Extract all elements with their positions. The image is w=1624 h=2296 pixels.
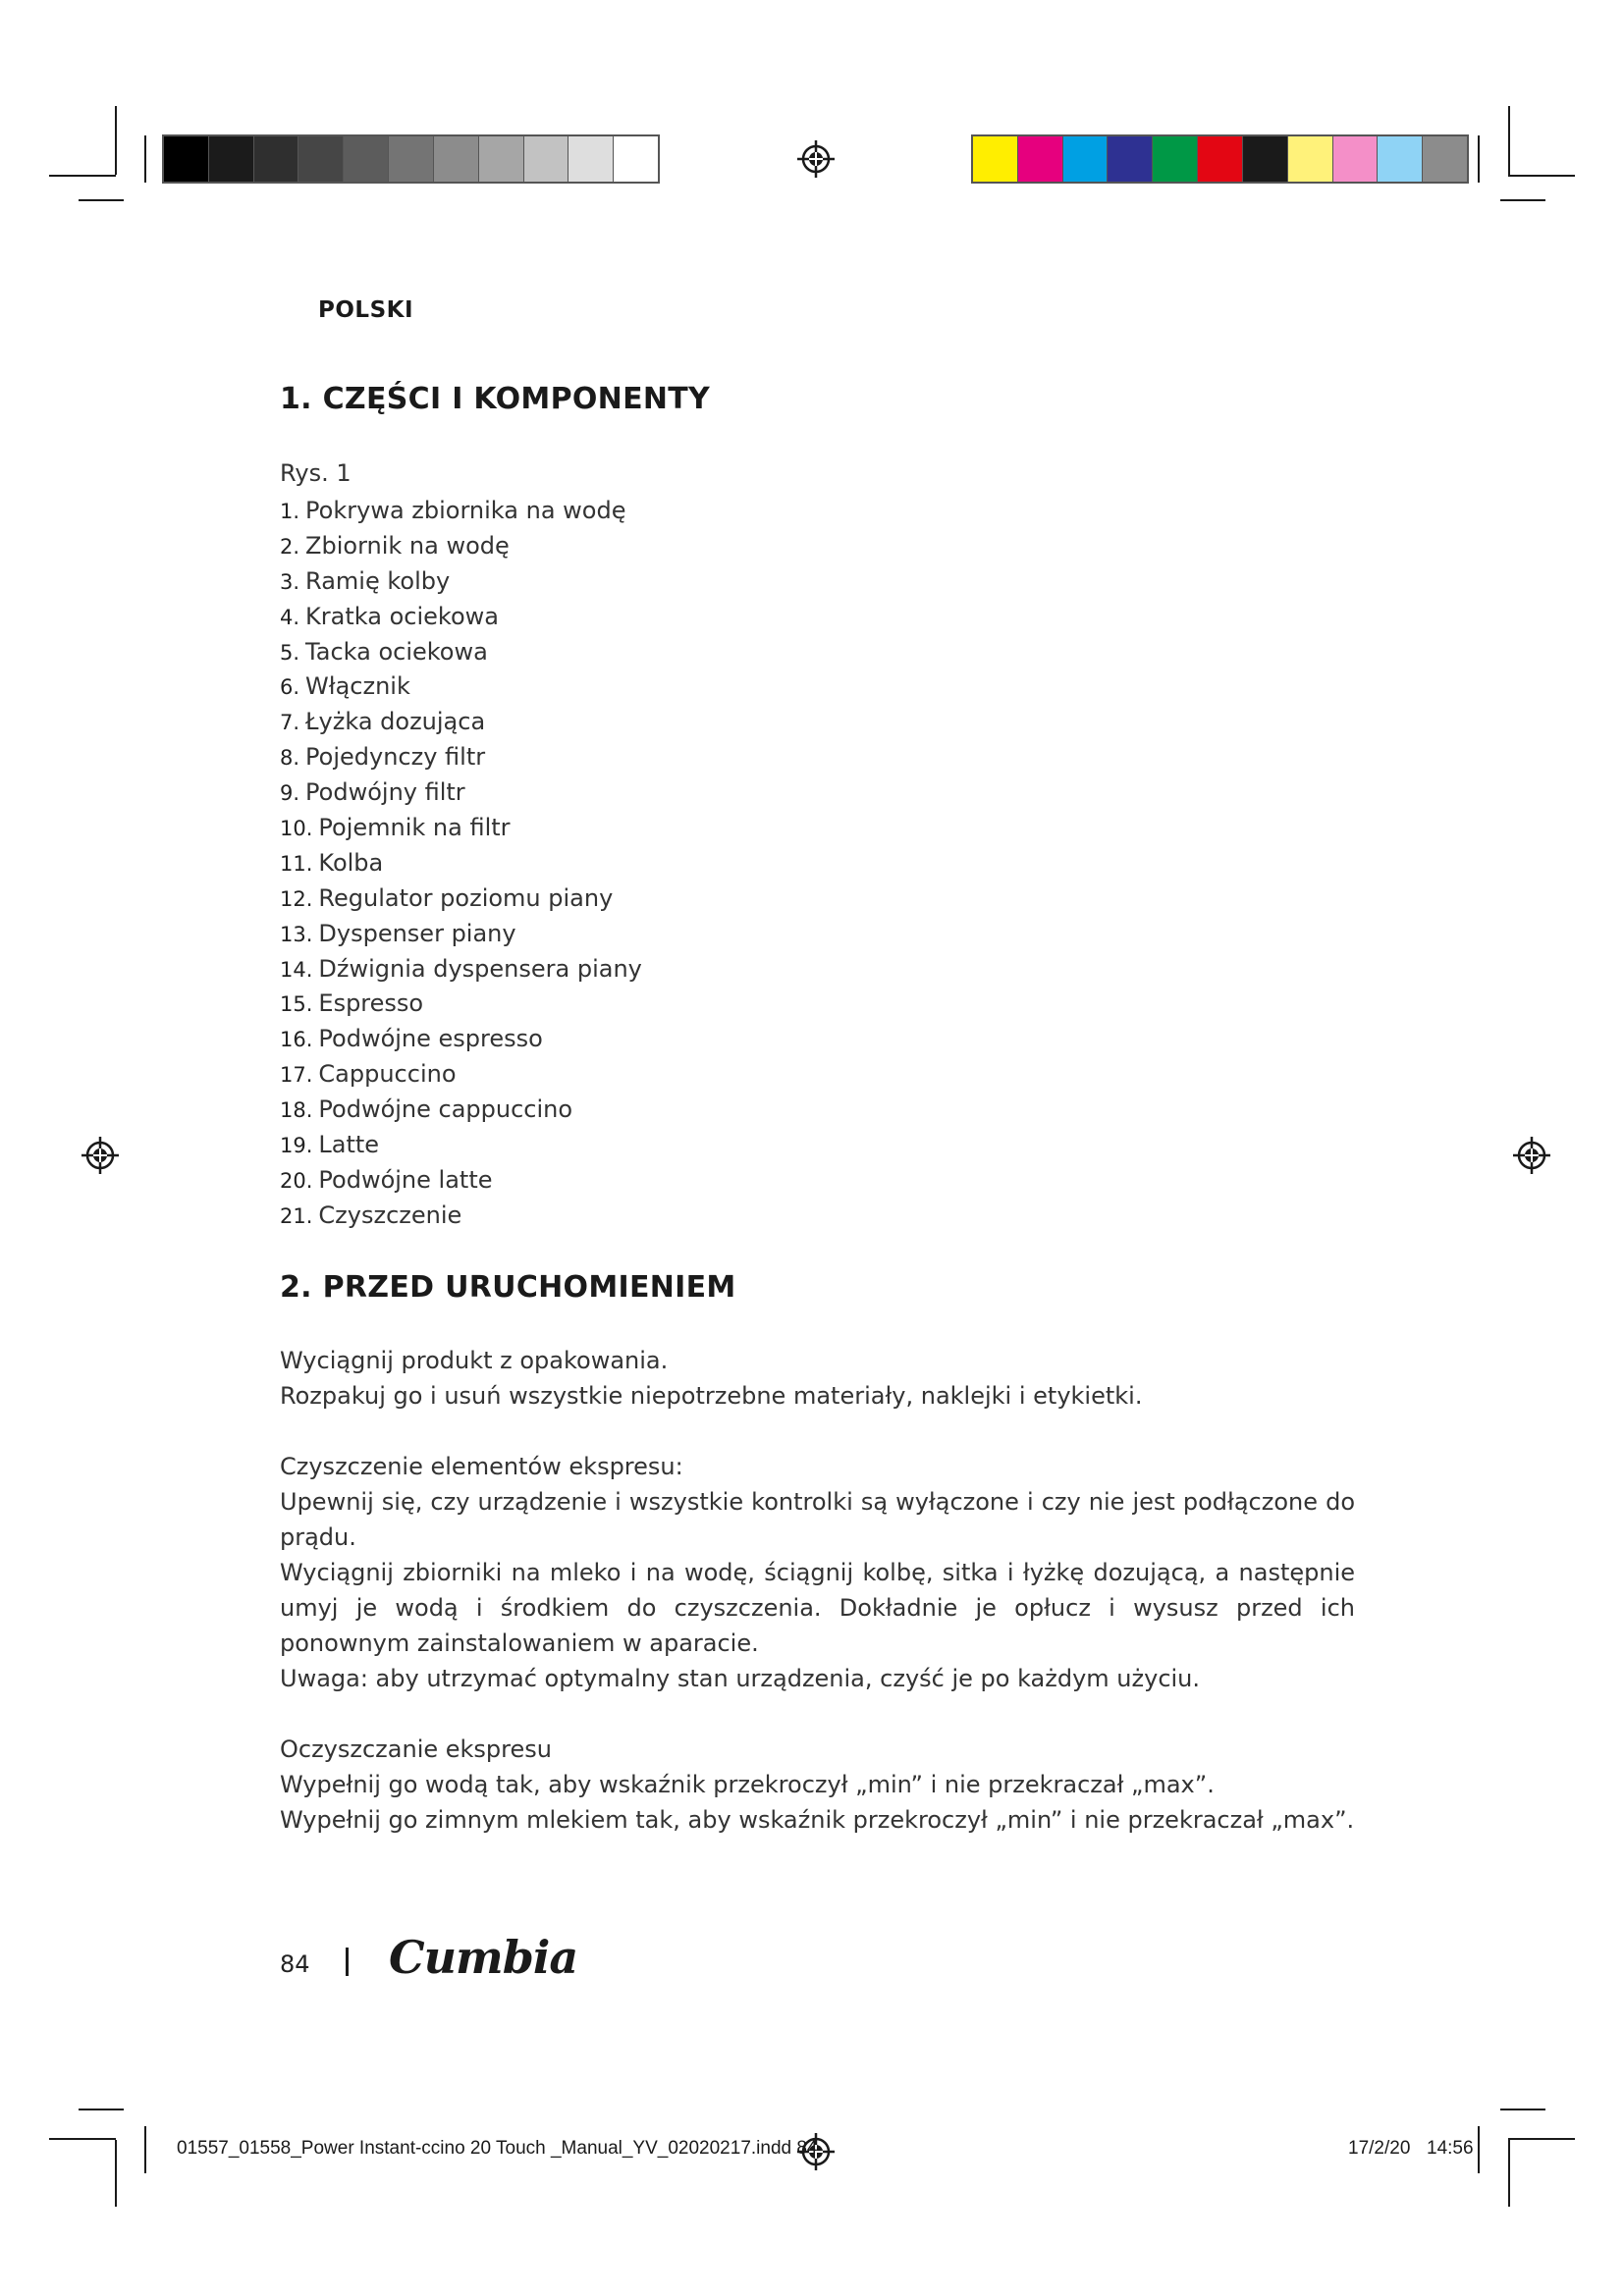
color-swatch <box>1063 136 1109 182</box>
paragraph: Rozpakuj go i usuń wszystkie niepotrzebne materiały, naklejki i etykietki. <box>280 1382 1143 1410</box>
list-item: 5. Tacka ociekowa <box>280 637 488 666</box>
registration-mark-icon <box>796 139 836 179</box>
list-item: 2. Zbiornik na wodę <box>280 531 510 560</box>
list-item: 12. Regulator poziomu piany <box>280 883 614 912</box>
color-swatch <box>1333 136 1379 182</box>
color-swatch <box>1378 136 1423 182</box>
cmyk-color-bar <box>971 134 1469 184</box>
print-slug-filename: 01557_01558_Power Instant-ccino 20 Touch _Manual_YV_02020217.indd 84 <box>177 2138 818 2159</box>
crop-mark <box>1508 106 1510 175</box>
registration-mark-icon <box>81 1136 120 1175</box>
list-item: 10. Pojemnik na filtr <box>280 814 511 842</box>
crop-mark <box>49 175 116 177</box>
list-item: 21. Czyszczenie <box>280 1201 462 1229</box>
list-item: 4. Kratka ociekowa <box>280 602 499 630</box>
color-swatch <box>1198 136 1243 182</box>
list-item: 3. Ramię kolby <box>280 566 451 595</box>
print-slug-date: 17/2/20 <box>1348 2138 1411 2159</box>
crop-mark <box>1478 135 1480 183</box>
color-swatch <box>1018 136 1063 182</box>
paragraph: Wyciągnij produkt z opakowania. <box>280 1347 669 1374</box>
color-swatch <box>1243 136 1288 182</box>
paragraph: Upewnij się, czy urządzenie i wszystkie kontrolki są wyłączone i czy nie jest podłączone do prądu. <box>280 1488 1355 1551</box>
list-item: 6. Włącznik <box>280 672 410 701</box>
crop-mark <box>1508 2140 1510 2207</box>
page-number: 84 <box>280 1950 310 1978</box>
section-body <box>280 1343 1355 1838</box>
color-swatch <box>479 136 524 182</box>
figure-label: Rys. 1 <box>280 459 352 487</box>
list-item: 1. Pokrywa zbiornika na wodę <box>280 497 626 524</box>
list-item: 19. Latte <box>280 1131 380 1159</box>
subheading: Oczyszczanie ekspresu <box>280 1735 552 1763</box>
color-swatch <box>973 136 1018 182</box>
color-swatch <box>254 136 299 182</box>
paragraph: Wypełnij go zimnym mlekiem tak, aby wskaźnik przekroczył „min” i nie przekraczał „max”. <box>280 1806 1355 1834</box>
section-heading-before-start: 2. PRZED URUCHOMIENIEM <box>280 1270 736 1305</box>
color-swatch <box>164 136 209 182</box>
parts-list <box>280 494 642 1234</box>
color-swatch <box>568 136 614 182</box>
crop-mark <box>144 2126 146 2173</box>
color-swatch <box>1153 136 1198 182</box>
crop-mark <box>115 106 117 175</box>
paragraph: Wypełnij go wodą tak, aby wskaźnik przekroczył „min” i nie przekraczał „max”. <box>280 1771 1215 1798</box>
color-swatch <box>434 136 479 182</box>
registration-mark-icon <box>1512 1136 1551 1175</box>
section-heading-parts: 1. CZĘŚCI I KOMPONENTY <box>280 382 711 416</box>
list-item: 11. Kolba <box>280 848 384 877</box>
color-swatch <box>1423 136 1467 182</box>
list-item: 18. Podwójne cappuccino <box>280 1095 573 1124</box>
color-swatch <box>1108 136 1153 182</box>
crop-mark <box>115 2140 117 2207</box>
brand-logo: Cumbia <box>389 1931 578 1984</box>
list-item: 15. Espresso <box>280 989 424 1018</box>
subheading: Czyszczenie elementów ekspresu: <box>280 1453 683 1480</box>
list-item: 13. Dyspenser piany <box>280 919 516 947</box>
list-item: 20. Podwójne latte <box>280 1165 493 1194</box>
crop-mark <box>1508 175 1575 177</box>
grayscale-color-bar <box>162 134 660 184</box>
crop-mark <box>1500 2109 1545 2110</box>
crop-mark <box>144 135 146 183</box>
color-swatch <box>524 136 569 182</box>
color-swatch <box>1288 136 1333 182</box>
crop-mark <box>1508 2138 1575 2140</box>
list-item: 9. Podwójny filtr <box>280 778 465 807</box>
color-swatch <box>298 136 344 182</box>
crop-mark <box>79 2109 124 2110</box>
crop-mark <box>49 2138 116 2140</box>
crop-mark <box>79 199 124 201</box>
crop-mark <box>1478 2126 1480 2173</box>
divider <box>346 1948 349 1976</box>
color-swatch <box>344 136 389 182</box>
paragraph: Wyciągnij zbiorniki na mleko i na wodę, ściągnij kolbę, sitka i łyżkę dozującą, a następnie umyj je wodą i środkiem do czyszczenia. Dokładnie je opłucz i wysusz przed ich ponownym zainstalowaniem w aparacie. <box>280 1559 1355 1657</box>
print-slug-time: 14:56 <box>1427 2138 1474 2159</box>
color-swatch <box>614 136 658 182</box>
color-swatch <box>389 136 434 182</box>
list-item: 16. Podwójne espresso <box>280 1025 543 1053</box>
list-item: 14. Dźwignia dyspensera piany <box>280 954 642 983</box>
list-item: 17. Cappuccino <box>280 1060 457 1089</box>
list-item: 8. Pojedynczy filtr <box>280 743 486 772</box>
note: Uwaga: aby utrzymać optymalny stan urządzenia, czyść je po każdym użyciu. <box>280 1665 1201 1692</box>
crop-mark <box>1500 199 1545 201</box>
language-header: POLSKI <box>318 297 414 323</box>
list-item: 7. Łyżka dozująca <box>280 708 486 736</box>
color-swatch <box>209 136 254 182</box>
